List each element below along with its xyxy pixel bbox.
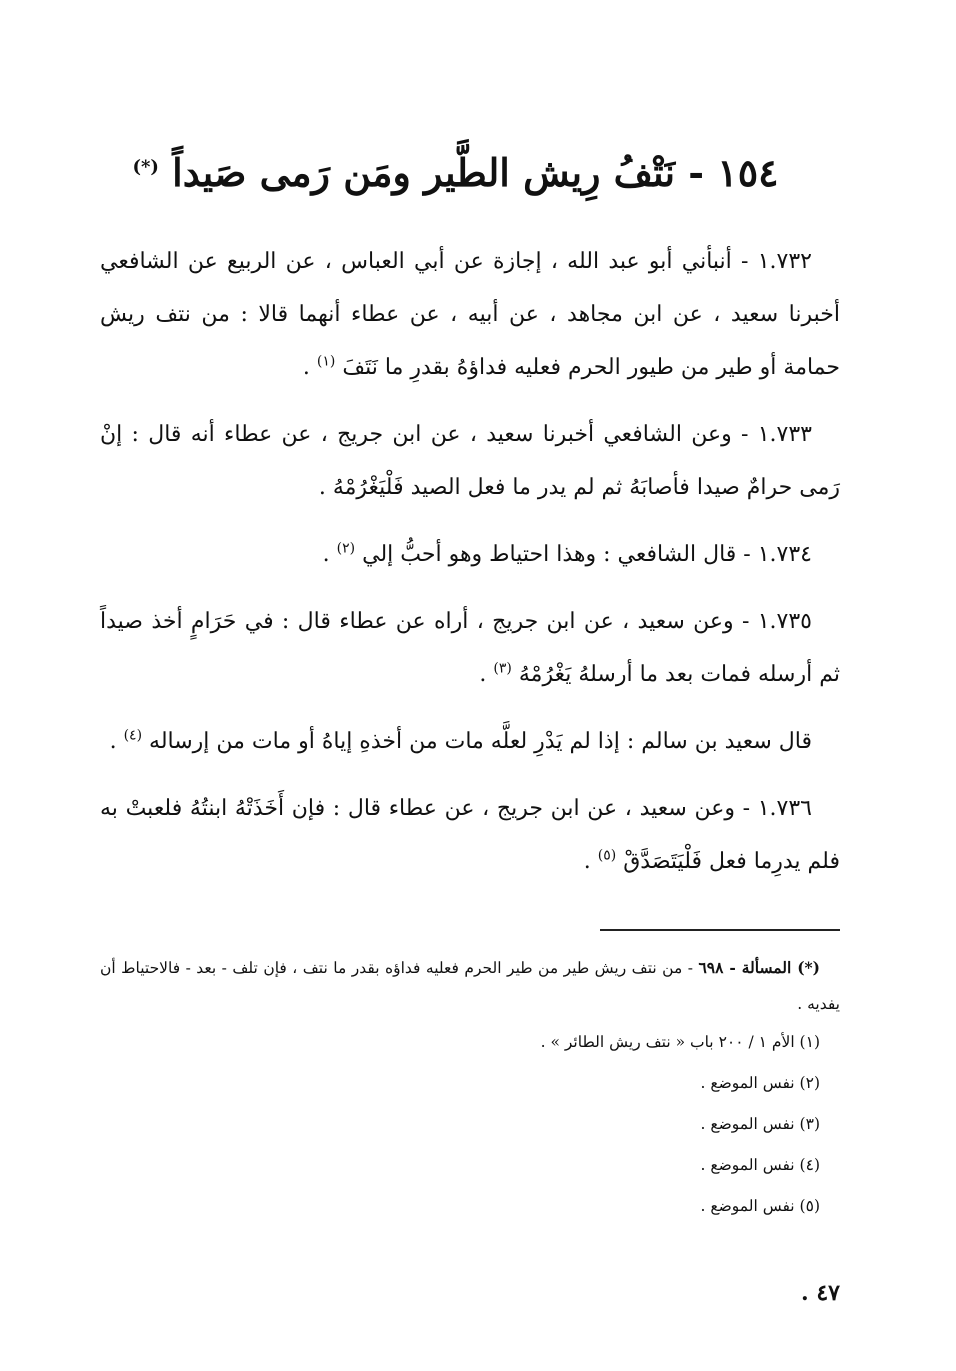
paragraph-end: . bbox=[583, 849, 598, 874]
paragraph-text: ١.٧٣٥ - وعن سعيد ، عن ابن جريج ، أراه عن عطاء قال : في حَرَامٍ أخذ صيداً ثم أرسله فمات بعد ما أرسلهُ يَغْرُمْهُ bbox=[100, 609, 840, 687]
page-number: ٤٧ . bbox=[801, 1280, 840, 1306]
footnote-main-label: (*) المسألة - ٦٩٨ bbox=[698, 958, 820, 977]
footnote-main-text: - من نتف ريش طير من طير الحرم فعليه فداؤه بقدر ما نتف ، فإن تلف - بعد - فالاحتياط أن يفديه . bbox=[100, 959, 840, 1013]
paragraph-1736 bbox=[100, 782, 840, 888]
paragraph-end: . bbox=[109, 729, 124, 754]
body-text bbox=[100, 235, 840, 902]
paragraph-1732 bbox=[100, 235, 840, 394]
paragraph-end: . bbox=[322, 542, 337, 567]
footnote-item: (٥) نفس الموضع . bbox=[700, 1197, 820, 1215]
paragraph-text: ١.٧٣٤ - قال الشافعي : وهذا احتياط وهو أحبُّ إلي bbox=[362, 542, 812, 567]
footnote-item: (١) الأم ١ / ٢٠٠ باب « نتف ريش الطائر » . bbox=[540, 1033, 820, 1051]
paragraph-text: ١.٧٣٣ - وعن الشافعي أخبرنا سعيد ، عن ابن جريج ، عن عطاء أنه قال : إنْ رَمى حرامٌ صيدا فأصابَهُ ثم لم يدر ما فعل الصيد فَلْيَغْرُمْهُ . bbox=[100, 422, 840, 500]
paragraph-1735 bbox=[100, 595, 840, 701]
footnote-reference: (٣) bbox=[493, 660, 512, 677]
paragraph-text: ١.٧٣٢ - أنبأني أبو عبد الله ، إجازة عن أبي العباس ، عن الربيع عن الشافعي أخبرنا سعيد ، عن ابن مجاهد ، عن أبيه ، عن عطاء أنهما قالا : من نتف ريش حمامة أو طير من طيور الحرم فعليه فداؤهُ بقدرِ ما نَتَفَ bbox=[100, 249, 840, 380]
title-footnote-marker: (*) bbox=[132, 156, 159, 178]
paragraph-1733 bbox=[100, 408, 840, 514]
footnote-main bbox=[100, 950, 840, 1022]
paragraph-end: . bbox=[479, 662, 494, 687]
footnote-reference: (٥) bbox=[597, 847, 617, 864]
footnote-list bbox=[100, 1022, 840, 1227]
footnote-reference: (٤) bbox=[123, 727, 143, 744]
paragraph-1734 bbox=[100, 528, 840, 581]
paragraph-said-bin-salim bbox=[100, 715, 840, 768]
footnote-item: (٤) نفس الموضع . bbox=[700, 1156, 820, 1174]
footnote-item: (٣) نفس الموضع . bbox=[700, 1115, 820, 1133]
paragraph-text: قال سعيد بن سالم : إذا لم يَدْرِ لعلَّه مات من أخذهِ إياهُ أو مات من إرساله bbox=[149, 729, 812, 754]
footnote-reference: (٢) bbox=[336, 540, 356, 557]
paragraph-end: . bbox=[302, 355, 317, 380]
footnote-item: (٢) نفس الموضع . bbox=[700, 1074, 820, 1092]
footnote-reference: (١) bbox=[316, 353, 336, 370]
paragraph-text: ١.٧٣٦ - وعن سعيد ، عن ابن جريج ، عن عطاء قال : فإن أَخَذَتْهُ ابنتُهُ فلعبتْ به فلم يدرِما فعل فَلْيَتَصَدَّقْ bbox=[100, 796, 840, 874]
footnotes bbox=[100, 950, 840, 1227]
chapter-title-text: ١٥٤ - نَتْفُ رِيش الطَّير ومَن رَمى صَيداً bbox=[172, 150, 779, 195]
chapter-title bbox=[130, 148, 781, 197]
footnote-separator bbox=[600, 929, 840, 931]
